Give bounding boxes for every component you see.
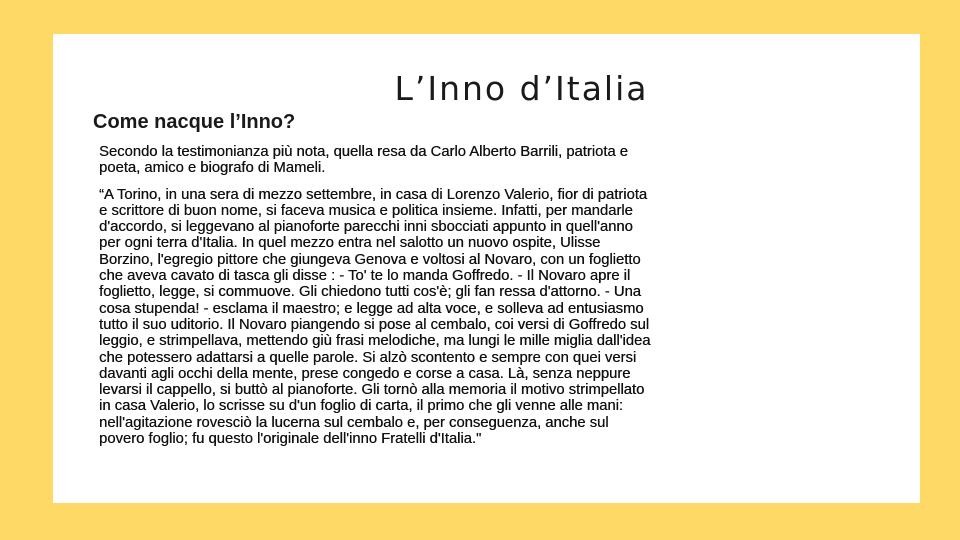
quote-line: e scrittore di buon nome, si faceva musica e politica insieme. Infatti, per mandarle bbox=[99, 202, 633, 219]
quote-line: povero foglio; fu questo l'originale dell'inno Fratelli d'Italia." bbox=[99, 431, 482, 448]
quote-line: che potessero adattarsi a quelle parole. Si alzò scontento e sempre con quei versi bbox=[99, 349, 637, 366]
quote-line: nell'agitazione rovesciò la lucerna sul cembalo e, per conseguenza, anche sul bbox=[99, 414, 609, 431]
quote-line: levarsi il cappello, si buttò al pianoforte. Gli tornò alla memoria il motivo strimpellato bbox=[99, 382, 645, 399]
slide-content bbox=[53, 34, 920, 503]
slide-title: L’Inno d’Italia bbox=[394, 69, 649, 108]
quote-line: davanti agli occhi della mente, prese congedo e corse a casa. Là, senza neppure bbox=[99, 365, 631, 382]
quote-line: in casa Valerio, lo scrisse su d'un foglio di carta, il primo che gli venne alle mani: bbox=[99, 398, 623, 415]
quote-line: per ogni terra d'Italia. In quel mezzo entra nel salotto un nuovo ospite, Ulisse bbox=[99, 235, 601, 252]
quote-line: d'accordo, si leggevano al pianoforte parecchi inni sbocciati appunto in quell'anno bbox=[99, 219, 633, 236]
quote-line: foglietto, legge, si commuove. Gli chiedono tutti cos'è; gli fan ressa d'attorno. - Una bbox=[99, 284, 641, 301]
quote-line: “A Torino, in una sera di mezzo settembre, in casa di Lorenzo Valerio, fior di patriota bbox=[99, 186, 648, 203]
body-text bbox=[99, 144, 879, 447]
intro-line: poeta, amico e biografo di Mameli. bbox=[99, 160, 326, 177]
intro-line: Secondo la testimonianza più nota, quella resa da Carlo Alberto Barrili, patriota e bbox=[99, 144, 628, 160]
slide-subtitle: Come nacque l’Inno? bbox=[93, 111, 296, 133]
quote-paragraph bbox=[99, 187, 879, 448]
quote-line: che aveva cavato di tasca gli disse : - To' te lo manda Goffredo. - Il Novaro apre il bbox=[99, 268, 631, 285]
quote-line: leggio, e strimpellava, mettendo giù frasi melodiche, ma lungi le mille miglia dall'idea bbox=[99, 333, 651, 350]
quote-line: tutto il suo uditorio. Il Novaro piangendo si pose al cembalo, coi versi di Goffredo sul bbox=[99, 316, 649, 333]
intro-paragraph bbox=[99, 144, 879, 177]
quote-line: cosa stupenda! - esclama il maestro; e legge ad alta voce, e solleva ad entusiasmo bbox=[99, 300, 644, 317]
quote-line: Borzino, l'egregio pittore che giungeva Genova e voltosi al Novaro, con un foglietto bbox=[99, 251, 641, 268]
